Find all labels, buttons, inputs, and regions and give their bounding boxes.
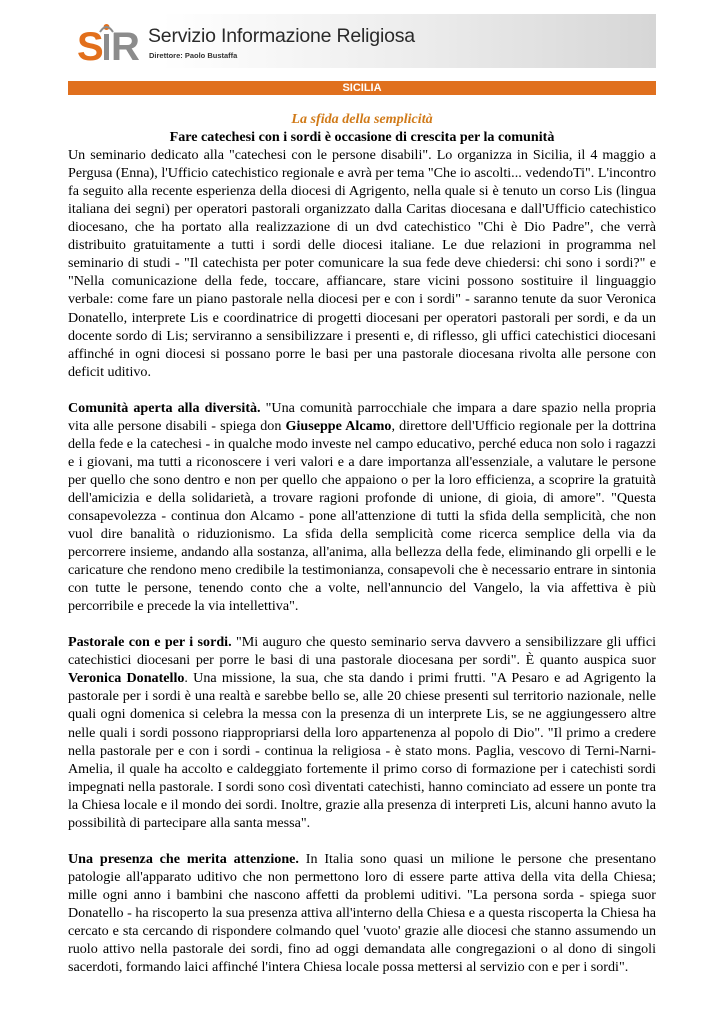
svg-text:S: S	[77, 25, 104, 66]
paragraph-lead: Pastorale con e per i sordi.	[68, 634, 232, 651]
publication-director: Direttore: Paolo Bustaffa	[149, 51, 238, 60]
publication-title: Servizio Informazione Religiosa	[148, 25, 415, 47]
person-name: Giuseppe Alcamo	[285, 417, 392, 434]
paragraph-gap	[68, 381, 656, 399]
article-paragraph-intro: Un seminario dedicato alla "catechesi con le persone disabili". Lo organizza in Sicilia, il 4 maggio a Pergusa (Enna), l'Ufficio catechistico regionale e avrà per tema "Che io ascolti... vedendoTi". L'incontro fa seguito alla recente esperienza della diocesi di Agrigento, nella quale si è tenuto un corso Lis (lingua italiana dei segni) per operatori pastorali organizzato dalla Caritas diocesana e dall'Ufficio catechistico diocesano, che ha portato alla realizzazione di un dvd catechistico "Chi è Dio Padre", che verrà distribuito gratuitamente a tutti i sordi delle diocesi italiane. Le due relazioni in programma nel seminario di studi - "Il catechista per poter comunicare la sua fede deve chiedersi: chi sono i sordi?" e "Nella comunicazione della fede, toccare, affiancare, stare vicini possono sostituire il linguaggio verbale: come fare un piano pastorale nella diocesi per e con i sordi" - saranno tenute da suor Veronica Donatello, interprete Lis e coordinatrice di progetti diocesani per operatori pastorali per sordi, e da un docente sordo di Lis; serviranno a sensibilizzare i presenti e, di riflesso, gli uffici catechistici diocesani affinché in ogni diocesi si possano porre le basi per una pastorale diocesana rivolta alle persone con deficit uditivo.	[68, 147, 656, 380]
article	[68, 110, 656, 976]
article-subheadline: Fare catechesi con i sordi è occasione di crescita per la comunità	[169, 129, 555, 146]
masthead	[68, 14, 656, 68]
article-paragraph-4	[68, 850, 656, 976]
sir-logo-icon	[76, 18, 140, 66]
article-paragraph-3	[68, 633, 656, 832]
paragraph-text: In Italia sono quasi un milione le persone che presentano patologie all'apparato uditivo che non permettono loro di essere parte attiva della vita della Chiesa; mille ogni anno i bambini che nascono affetti da problemi uditivi. "La persona sorda - spiega suor Donatello - ha riscoperto la sua presenza attiva all'interno della Chiesa e a questa riscoperta la Chiesa ha cercato e sta cercando di rispondere colmando quel 'vuoto' grazie alle diocesi che stanno assumendo un ruolo attivo nella pastorale dei sordi, fino ad oggi demandata alle congregazioni o al dono di singoli sacerdoti, formando laici affinché l'intera Chiesa locale possa mettersi al servizio con e per i sordi".	[68, 850, 656, 976]
paragraph-text: "Mi auguro che questo seminario serva davvero a sensibilizzare gli uffici catechistici diocesani per porre le basi di una pastorale diocesana per sordi". È quanto auspica suor	[68, 634, 657, 669]
paragraph-text: . Una missione, la sua, che sta dando i primi frutti. "A Pesaro e ad Agrigento la pastorale per i sordi è una realtà e sarebbe bello se, alle 20 chiese presenti sul territorio nazionale, nelle quali ogni domenica si celebra la messa con la presenza di un interprete Lis, se ne aggiungessero altre nelle quali i sordi possono riappropriarsi della loro appartenenza al popolo di Dio". "Il primo a credere nella pastorale per e con i sordi - continua la religiosa - è stato mons. Paglia, vescovo di Terni-Narni-Amelia, il quale ha accolto e caldeggiato fortemente il primo corso di formazione per i catechisti sordi impegnati nella pastorale. I sordi sono così diventati catechisti, hanno cominciato ad essere un ponte tra la Chiesa locale e il mondo dei sordi. Inoltre, grazie alla presenza di interpreti Lis, alcuni hanno avuto la possibilità di partecipare alla santa messa".	[68, 670, 656, 831]
paragraph-gap	[68, 615, 656, 633]
paragraph-gap	[68, 832, 656, 850]
paragraph-text: , direttore dell'Ufficio regionale per la dottrina della fede e la catechesi - in qualche modo investe nel campo educativo, perché educa non solo i ragazzi e i giovani, ma tutti a riconoscere i veri valori e a dare importanza all'essenziale, a valutare le persone per quello che sono dentro e non per quello che appaiono o per la loro efficienza, a scoprire la gratuità dell'amicizia e della solidarietà, a trovare ragioni profonde di unione, di gioia, di amore". "Questa consapevolezza - continua don Alcamo - pone all'attenzione di tutti la sfida della semplicità, che non vuol dire banalità o riduzionismo. La sfida della semplicità come ricerca semplice della via da percorrere insieme, andando alla sostanza, all'anima, alla bellezza della fede, eliminando gli orpelli e le caricature che rendono meno credibile la testimonianza, consapevoli che è necessario entrare in sintonia con tutte le persone, tenendo conto che a volte, nell'annuncio del Vangelo, la via affettiva è più percorribile e precede la via intellettiva".	[68, 417, 656, 615]
paragraph-text: "Una comunità parrocchiale che impara a dare spazio nella propria vita alle persone disabili - spiega don	[68, 399, 657, 434]
paragraph-lead: Comunità aperta alla diversità.	[68, 399, 261, 416]
svg-text:R: R	[111, 25, 140, 66]
section-header: SICILIA	[68, 81, 656, 95]
article-paragraph-2	[68, 399, 656, 616]
article-headline: La sfida della semplicità	[291, 111, 433, 127]
paragraph-lead: Una presenza che merita attenzione.	[68, 850, 299, 867]
person-name: Veronica Donatello	[68, 670, 185, 687]
